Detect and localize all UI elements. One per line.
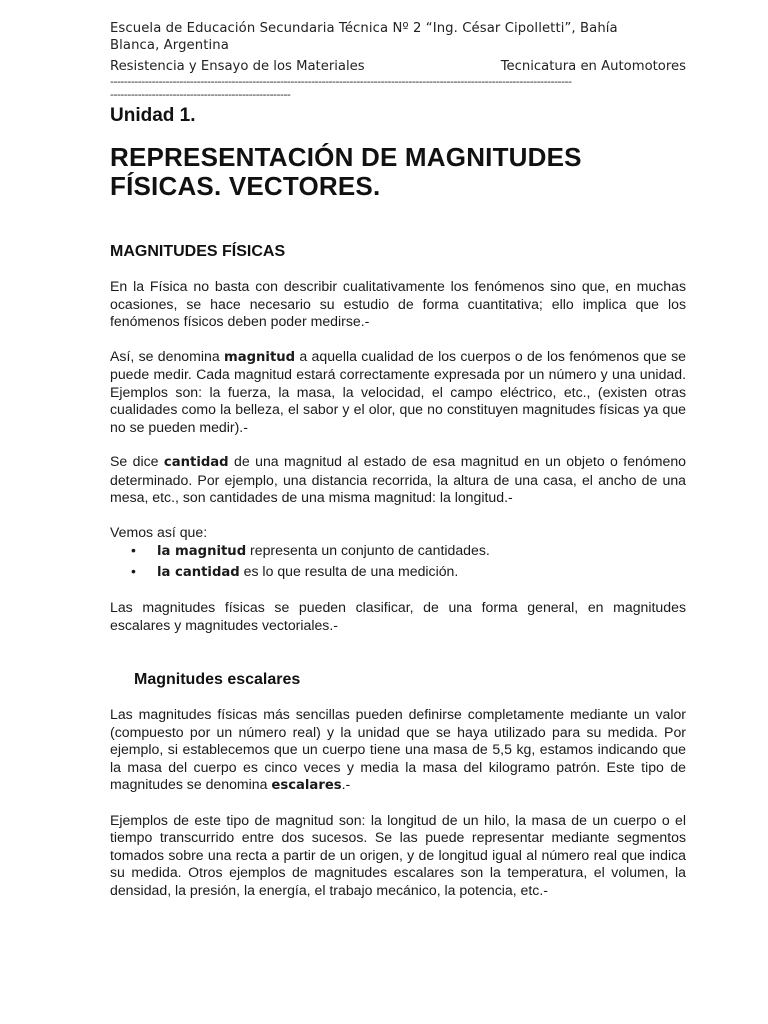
paragraph-escalares-post: .- — [341, 776, 351, 792]
paragraph-magnitud-pre: Así, se denomina — [110, 347, 224, 364]
bullet-dot-icon: • — [131, 562, 136, 579]
header-rule-line1: ------------------------------------------------------------------------------------------------------------------------------------- — [110, 75, 572, 88]
unit-label: Unidad 1. — [110, 105, 196, 126]
bullet-term: la magnitud — [157, 544, 247, 559]
paragraph-magnitud — [110, 348, 686, 437]
paragraph-cantidad — [110, 453, 686, 507]
paragraph-clasificacion: Las magnitudes físicas se pueden clasificar, de una forma general, en magnitudes escalares y magnitudes vectoriales.- — [110, 599, 686, 633]
list-item — [110, 562, 686, 583]
header-subject-row — [110, 58, 686, 75]
header-rule-line2: ---------------------------------------------------- — [110, 88, 291, 101]
header-program: Tecnicatura en Automotores — [500, 59, 686, 74]
paragraph-cantidad-pre: Se dice — [110, 453, 164, 469]
header-subject: Resistencia y Ensayo de los Materiales — [110, 59, 365, 74]
term-magnitud: magnitud — [223, 349, 296, 365]
paragraph-escalares-pre: Las magnitudes físicas más sencillas pueden definirse completamente mediante un valor (compuesto por un número real) y la unidad que se haya utilizado para su medida. Por ejemplo, si establecemos que un cuerpo tiene una masa de 5,5 kg, estamos indicando que la masa del cuerpo es cinco veces y media la masa del kilogramo patrón. Este tipo de magnitudes se denomina — [110, 706, 686, 792]
paragraph-magnitud-post: a aquella cualidad de los cuerpos o de los fenómenos que se puede medir. Cada magnitud estará correctamente expresada por un número y una unidad. Ejemplos son: la fuerza, la masa, la velocidad, el campo eléctrico, etc., (existen otras cualidades como la belleza, el sabor y el olor, que no constituyen magnitudes físicas ya que no se pueden medir).- — [110, 347, 686, 435]
paragraph-escalares-ejemplos: Ejemplos de este tipo de magnitud son: la longitud de un hilo, la masa de un cuerpo o el tiempo transcurrido entre dos sucesos. Se las puede representar mediante segmentos tomados sobre una recta a partir de un origen, y de longitud igual al número real que indica su medida. Otros ejemplos de magnitudes escalares son la temperatura, el volumen, la densidad, la presión, la energía, el trabajo mecánico, la potencia, etc.- — [110, 811, 686, 898]
bullet-text: representa un conjunto de cantidades. — [246, 542, 490, 558]
header-school-line2: Blanca, Argentina — [110, 38, 229, 53]
term-cantidad: cantidad — [163, 455, 229, 470]
bullet-list — [110, 541, 686, 582]
list-item — [110, 541, 686, 562]
main-title-line1: REPRESENTACIÓN DE MAGNITUDES — [110, 142, 582, 172]
paragraph-escalares-definicion — [110, 706, 686, 795]
section-title-magnitudes-escalares: Magnitudes escalares — [134, 671, 301, 688]
main-title-line2: FÍSICAS. VECTORES. — [110, 171, 381, 201]
section-title-magnitudes-fisicas: MAGNITUDES FÍSICAS — [110, 243, 286, 260]
bullet-text: es lo que resulta de una medición. — [239, 562, 459, 579]
bullet-dot-icon: • — [131, 542, 136, 558]
bullet-term: la cantidad — [157, 564, 240, 580]
list-intro: Vemos así que: — [110, 523, 208, 540]
main-title — [110, 143, 686, 201]
paragraph-cantidad-post: de una magnitud al estado de esa magnitud en un objeto o fenómeno determinado. Por ejemplo, una distancia recorrida, la altura de una casa, el ancho de una mesa, etc., son cantidades de una misma magnitud: la longitud.- — [110, 453, 686, 505]
document-page — [110, 20, 686, 899]
paragraph-intro: En la Física no basta con describir cualitativamente los fenómenos sino que, en muchas ocasiones, se hace necesario su estudio de forma cuantitativa; ello implica que los fenómenos físicos deben poder medirse.- — [110, 278, 686, 329]
header-school-line1: Escuela de Educación Secundaria Técnica Nº 2 “Ing. César Cipolletti”, Bahía — [110, 21, 618, 36]
term-escalares: escalares — [271, 778, 342, 793]
